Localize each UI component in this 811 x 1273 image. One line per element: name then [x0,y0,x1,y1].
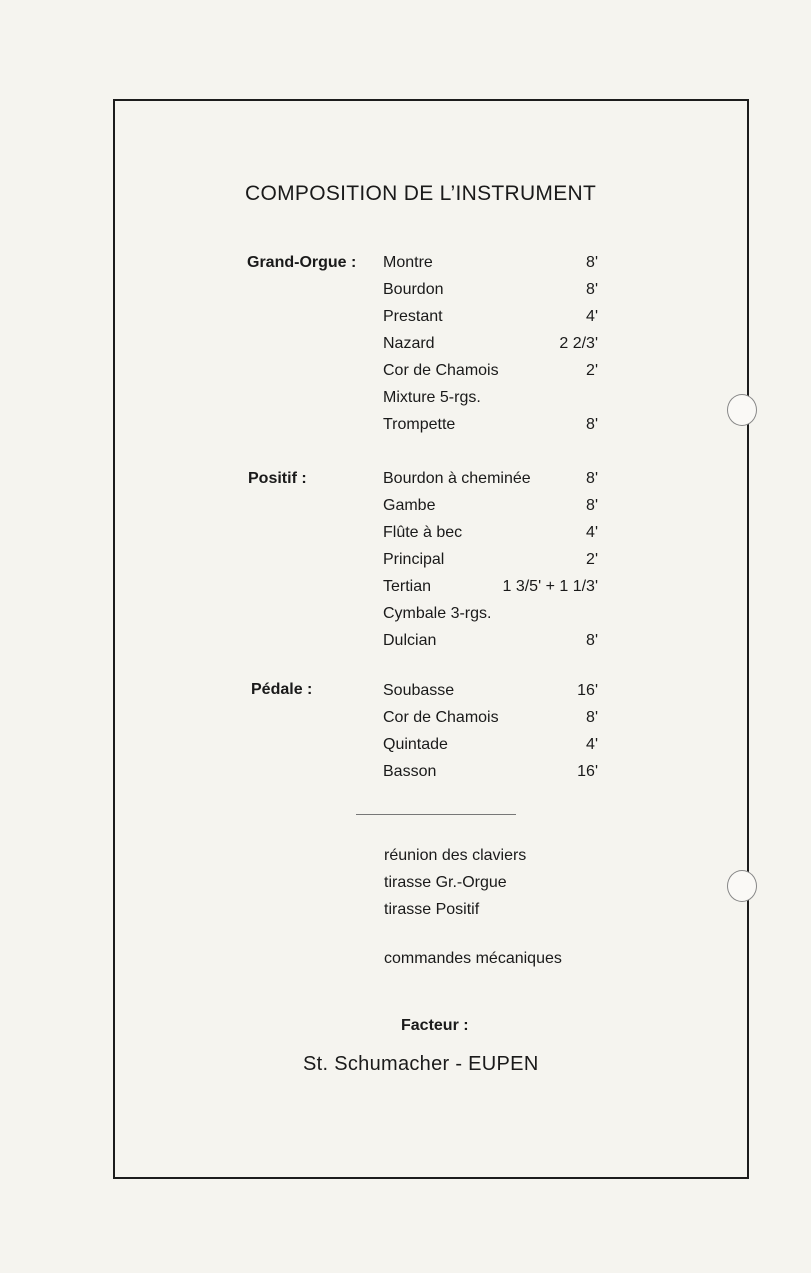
stop-row [383,330,598,357]
stop-name: Nazard [383,335,435,352]
stop-row [383,411,598,438]
stop-name: Quintade [383,736,448,753]
stop-row [383,573,598,600]
stop-pitch: 8' [586,497,598,514]
coupler-tirasse-grand-orgue: tirasse Gr.-Orgue [384,874,507,891]
stop-row [383,249,598,276]
stop-pitch: 8' [586,470,598,487]
stop-row [383,600,598,627]
page-title: COMPOSITION DE L’INSTRUMENT [245,182,597,205]
builder-label: Facteur : [401,1017,469,1034]
coupler-tirasse-positif: tirasse Positif [384,901,480,918]
stop-pitch: 4' [586,736,598,753]
binder-hole-lower [727,870,757,902]
stop-list-pedale [383,677,598,785]
stop-name: Cymbale 3-rgs. [383,605,492,622]
stop-row [383,492,598,519]
stop-row [383,758,598,785]
stop-row [383,357,598,384]
stop-row [383,303,598,330]
stop-pitch: 2' [586,551,598,568]
stop-row [383,704,598,731]
stop-pitch: 8' [586,254,598,271]
stop-list-grand-orgue [383,249,598,438]
stop-row [383,276,598,303]
stop-name: Trompette [383,416,456,433]
stop-list-positif [383,465,598,654]
stop-pitch: 1 3/5' + 1 1/3' [502,578,598,595]
stop-name: Principal [383,551,445,568]
stop-pitch: 2' [586,362,598,379]
stop-name: Prestant [383,308,443,325]
stop-pitch: 4' [586,524,598,541]
stop-pitch: 8' [586,632,598,649]
stop-pitch: 8' [586,709,598,726]
stop-row [383,546,598,573]
stop-pitch: 4' [586,308,598,325]
action-type: commandes mécaniques [384,950,562,967]
stop-row [383,677,598,704]
stop-name: Bourdon [383,281,444,298]
coupler-reunion: réunion des claviers [384,847,527,864]
stop-pitch: 16' [577,682,598,699]
stop-row [383,384,598,411]
stop-name: Soubasse [383,682,455,699]
division-label-positif: Positif : [248,470,307,487]
stop-pitch: 8' [586,416,598,433]
builder-name: St. Schumacher - EUPEN [303,1053,539,1075]
stop-name: Tertian [383,578,432,595]
stop-row [383,627,598,654]
stop-name: Flûte à bec [383,524,463,541]
stop-name: Dulcian [383,632,437,649]
division-label-grand-orgue: Grand-Orgue : [247,254,357,271]
stop-name: Montre [383,254,433,271]
stop-name: Gambe [383,497,436,514]
stop-pitch: 8' [586,281,598,298]
stop-name: Cor de Chamois [383,709,499,726]
binder-hole-upper [727,394,757,426]
stop-pitch: 2 2/3' [559,335,598,352]
stop-name: Mixture 5-rgs. [383,389,481,406]
stop-row [383,731,598,758]
stop-name: Cor de Chamois [383,362,499,379]
section-divider [356,814,516,815]
stop-pitch: 16' [577,763,598,780]
division-label-pedale: Pédale : [251,681,313,698]
stop-row [383,519,598,546]
stop-name: Bourdon à cheminée [383,470,531,487]
stop-name: Basson [383,763,437,780]
stop-row [383,465,598,492]
